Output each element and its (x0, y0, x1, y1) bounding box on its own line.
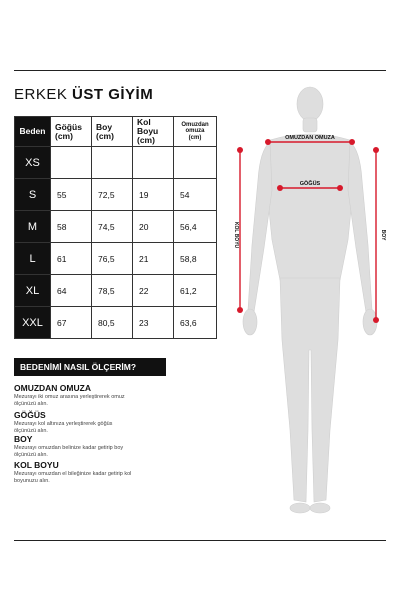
chest-label: GÖĞÜS (299, 181, 321, 187)
guide-length (14, 434, 194, 458)
how-to-measure-title: BEDENİMİ NASIL ÖLÇERİM? (14, 358, 166, 376)
length-cell: 76,5 (92, 243, 133, 275)
header-length: Boy (cm) (92, 117, 133, 147)
size-cell: XXL (15, 307, 51, 339)
chest-cell: 67 (51, 307, 92, 339)
guide-description: Mezurayı omuzdan el bileğinize kadar getirip kol boyunuzu alın. (14, 471, 132, 484)
length-cell: 80,5 (92, 307, 133, 339)
title-bold: ÜST GİYİM (72, 86, 154, 103)
guide-description: Mezurayı iki omuz arasına yerleştirerek omuz ölçünüzü alın. (14, 394, 125, 407)
length-measure (373, 147, 386, 323)
shoulder-cell: 56,4 (174, 211, 217, 243)
shoulder-cell: 58,8 (174, 243, 217, 275)
chest-cell: 61 (51, 243, 92, 275)
shoulder-cell: 54 (174, 179, 217, 211)
measurement-figure (230, 70, 390, 530)
header-sleeve: Kol Boyu (cm) (133, 117, 174, 147)
page-title (14, 86, 153, 103)
sleeve-cell (133, 147, 174, 179)
length-cell (92, 147, 133, 179)
size-cell: XS (15, 147, 51, 179)
size-cell: L (15, 243, 51, 275)
guide-chest (14, 410, 194, 434)
length-cell: 74,5 (92, 211, 133, 243)
shoulder-cell: 61,2 (174, 275, 217, 307)
header-shoulder: Omuzdan omuza (cm) (174, 117, 217, 147)
guide-sleeve (14, 460, 194, 484)
guide-description: Mezurayı omuzdan belinize kadar getirip boy ölçünüzü alın. (14, 445, 124, 458)
chest-cell: 55 (51, 179, 92, 211)
table-row (15, 243, 217, 275)
chest-cell (51, 147, 92, 179)
table-row (15, 307, 217, 339)
bottom-divider (14, 540, 386, 541)
table-row (15, 179, 217, 211)
size-cell: XL (15, 275, 51, 307)
guide-description: Mezurayı kol altınıza yerleştirerek göğüs ölçünüzü alın. (14, 421, 113, 434)
table-row (15, 275, 217, 307)
body-silhouette (243, 87, 377, 513)
title-light: ERKEK (14, 86, 68, 103)
chest-cell: 64 (51, 275, 92, 307)
size-table (14, 116, 217, 339)
table-header-row (15, 117, 217, 147)
guide-heading: BOY (14, 434, 33, 444)
shoulder-cell: 63,6 (174, 307, 217, 339)
guide-heading: OMUZDAN OMUZA (14, 383, 91, 393)
table-row (15, 147, 217, 179)
length-cell: 78,5 (92, 275, 133, 307)
sleeve-label: KOL BOYU (233, 221, 239, 249)
guide-shoulder (14, 383, 194, 407)
header-chest: Göğüs (cm) (51, 117, 92, 147)
sleeve-cell: 20 (133, 211, 174, 243)
size-cell: S (15, 179, 51, 211)
guide-heading: KOL BOYU (14, 460, 59, 470)
shoulder-cell (174, 147, 217, 179)
shoulder-label: OMUZDAN OMUZA (285, 135, 335, 141)
size-cell: M (15, 211, 51, 243)
sleeve-cell: 19 (133, 179, 174, 211)
sleeve-cell: 21 (133, 243, 174, 275)
chest-cell: 58 (51, 211, 92, 243)
sleeve-cell: 22 (133, 275, 174, 307)
table-row (15, 211, 217, 243)
sleeve-cell: 23 (133, 307, 174, 339)
length-label: BOY (380, 229, 386, 241)
guide-heading: GÖĞÜS (14, 410, 46, 420)
length-cell: 72,5 (92, 179, 133, 211)
header-size: Beden (15, 117, 51, 147)
sleeve-measure (233, 147, 243, 313)
